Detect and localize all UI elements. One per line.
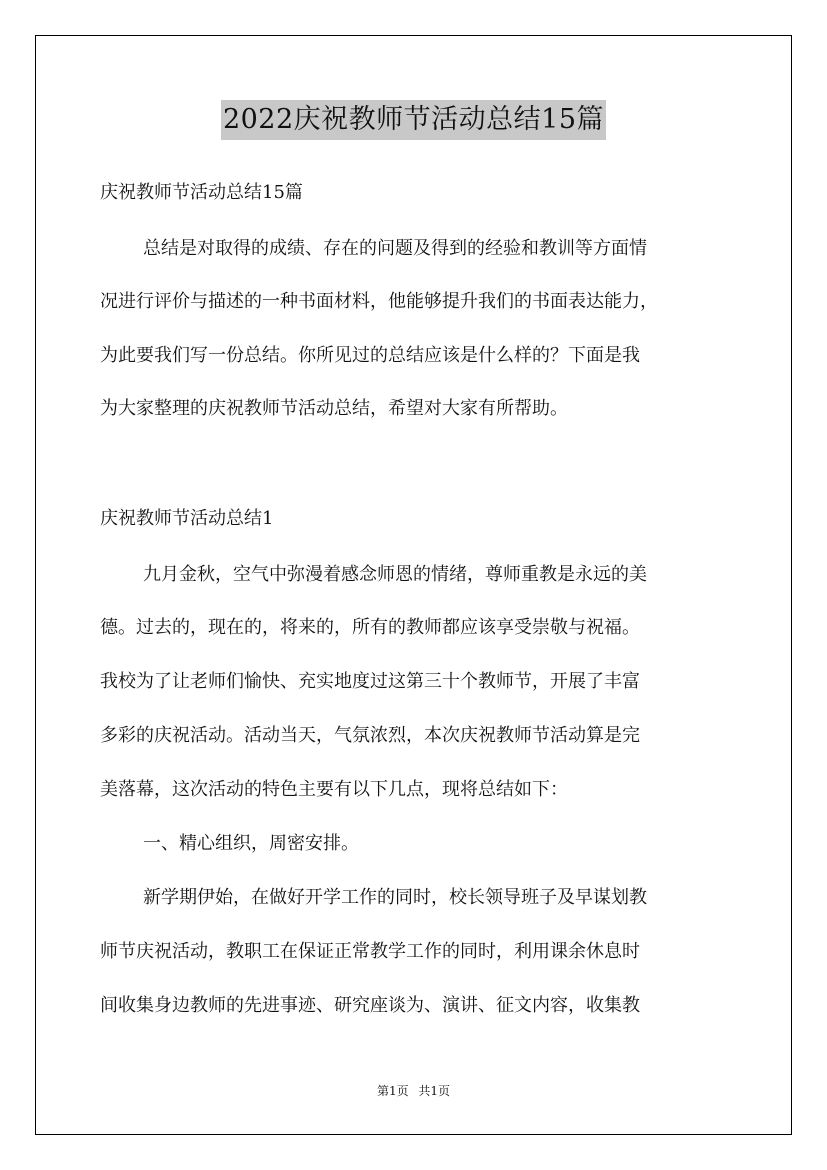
document-subtitle: 庆祝教师节活动总结15篇	[100, 182, 303, 203]
document-title: 2022庆祝教师节活动总结15篇	[221, 100, 606, 140]
title-container	[0, 100, 827, 140]
paragraph-line: 间收集身边教师的先进事迹、研究座谈为、演讲、征文内容，收集教	[100, 995, 640, 1016]
page-number: 第1页	[376, 1084, 409, 1098]
intro-line: 为大家整理的庆祝教师节活动总结，希望对大家有所帮助。	[100, 398, 568, 419]
section-heading: 庆祝教师节活动总结1	[100, 508, 274, 529]
paragraph-line: 美落幕，这次活动的特色主要有以下几点，现将总结如下：	[100, 779, 568, 800]
paragraph-line: 我校为了让老师们愉快、充实地度过这第三十个教师节，开展了丰富	[100, 671, 640, 692]
point-heading: 一、精心组织，周密安排。	[143, 833, 359, 854]
paragraph-line: 九月金秋，空气中弥漫着感念师恩的情绪，尊师重教是永远的美	[143, 564, 647, 585]
intro-line: 总结是对取得的成绩、存在的问题及得到的经验和教训等方面情	[143, 238, 647, 259]
paragraph-line: 德。过去的，现在的，将来的，所有的教师都应该享受崇敬与祝福。	[100, 617, 640, 638]
paragraph-line: 新学期伊始，在做好开学工作的同时，校长领导班子及早谋划教	[143, 887, 647, 908]
page-footer	[0, 1082, 827, 1099]
paragraph-line: 师节庆祝活动，教职工在保证正常教学工作的同时，利用课余休息时	[100, 941, 640, 962]
paragraph-line: 多彩的庆祝活动。活动当天，气氛浓烈，本次庆祝教师节活动算是完	[100, 725, 640, 746]
page-total: 共1页	[418, 1084, 451, 1098]
intro-line: 况进行评价与描述的一种书面材料，他能够提升我们的书面表达能力，	[100, 291, 658, 312]
intro-line: 为此要我们写一份总结。你所见过的总结应该是什么样的？下面是我	[100, 345, 640, 366]
